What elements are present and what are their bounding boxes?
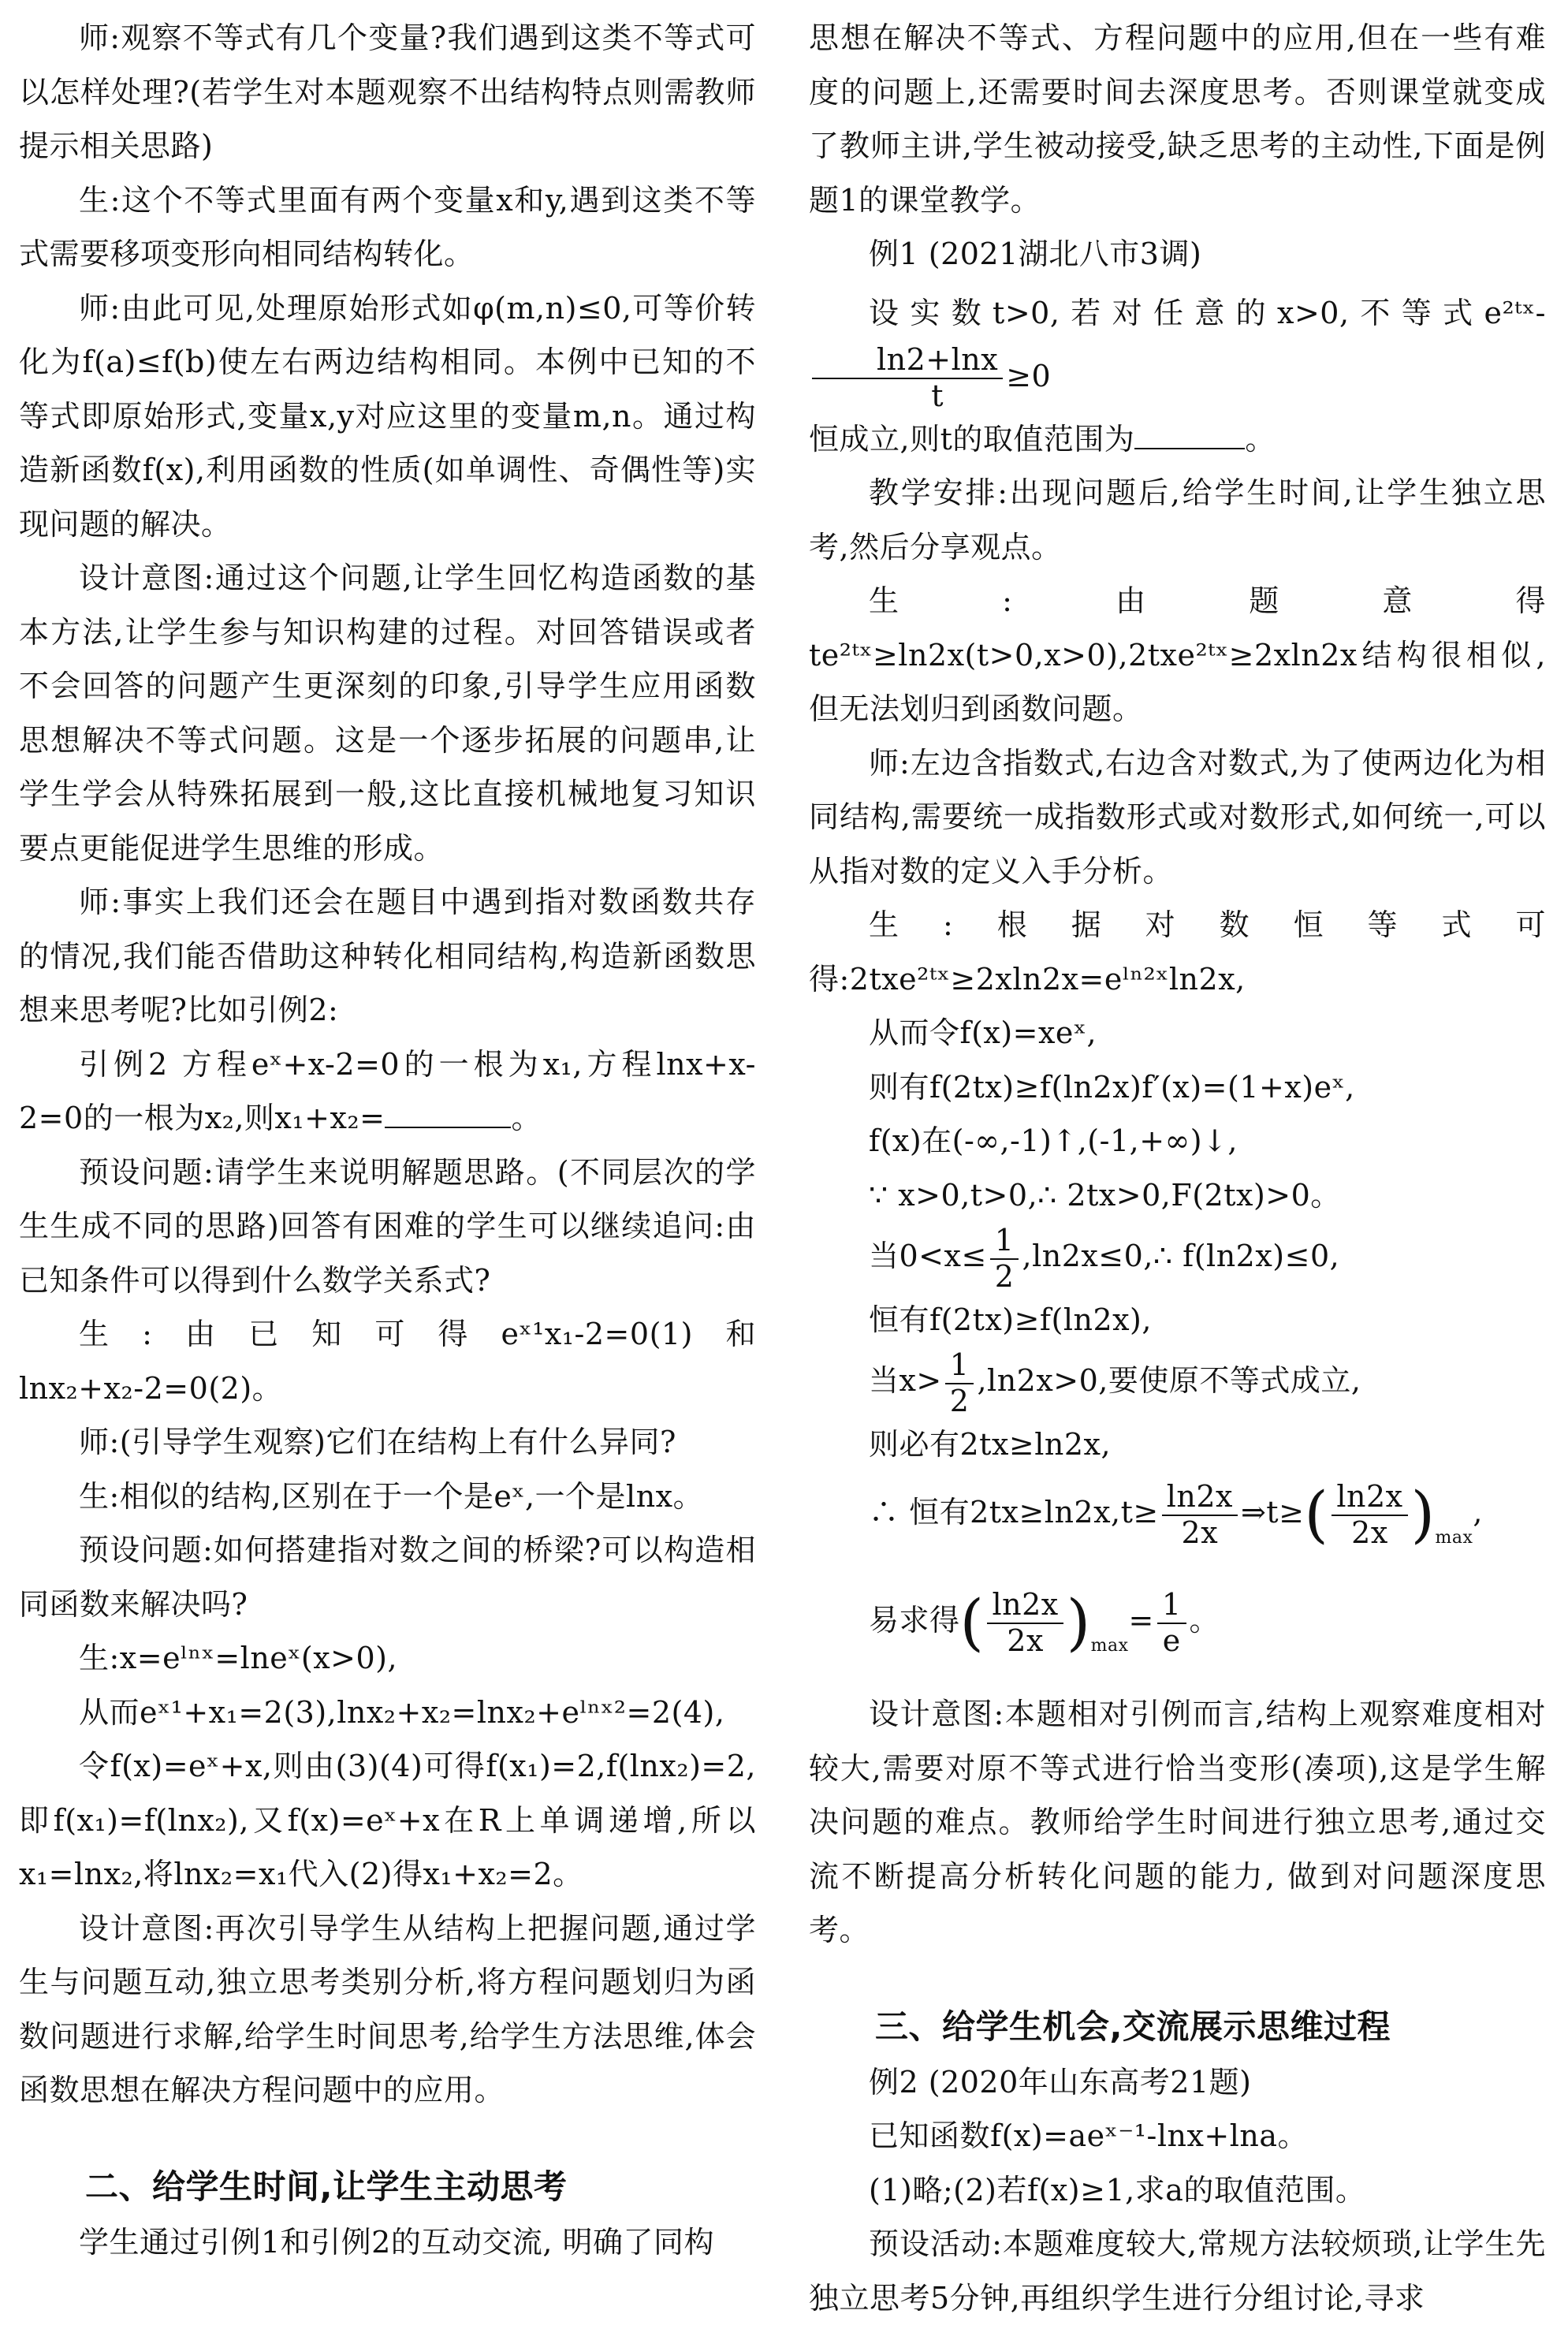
example-1-problem-cont: 恒成立,则t的取值范围为 。 bbox=[809, 412, 1546, 467]
math-text: ≥0 bbox=[1006, 358, 1052, 393]
math-line: (1)略;(2)若f(x)≥1,求a的取值范围。 bbox=[869, 2172, 1366, 2208]
right-paren: ) bbox=[1066, 1587, 1091, 1659]
paragraph: 师:由此可见,处理原始形式如φ(m,n)≤0,可等价转化为f(a)≤f(b)使左右两边结构相同。本例中已知的不等式即原始形式,变量x,y对应这里的变量m,n。通过构造新函数f(x),利用函数的性质(如单调性、奇偶性等)实现问题的解决。 bbox=[19, 290, 756, 542]
paragraph: 预设问题:请学生来说明解题思路。(不同层次的学生生成不同的思路)回答有困难的学生可以继续追问:由已知条件可以得到什么数学关系式? bbox=[19, 1154, 756, 1298]
math-line: 易求得( $\frac{\ln 2x}{2x}$ )$_{max}=$ $\frac{1}{e}$ 。 bbox=[869, 1586, 1220, 1659]
paragraph: 令f(x)=eˣ+x,则由(3)(4)可得f(x₁)=2,f(lnx₂)=2,即f(x₁)=f(lnx₂),又f(x)=eˣ+x在R上单调递增,所以x₁=lnx₂,将lnx₂=x₁代入(2)得x₁+x₂=2。 bbox=[19, 1749, 756, 1891]
math-line: 当0<x≤ $\frac{1}{2}$ ,ln2x≤0,∴ f(ln2x)≤0, bbox=[869, 1223, 1340, 1294]
example-2-text: 引例2 方程eˣ+x-2=0的一根为x₁,方程lnx+x-2=0的一根为x₂,则x₁+x₂= bbox=[19, 1046, 756, 1135]
paragraph: 预设问题:如何搭建指对数之间的桥梁?可以构造相同函数来解决吗? bbox=[19, 1533, 756, 1622]
paragraph: 设计意图:通过这个问题,让学生回忆构造函数的基本方法,让学生参与知识构建的过程。对回答错误或者不会回答的问题产生更深刻的印象,引导学生应用函数思想解决不等式问题。这是一个逐步拓展的问题串,让学生学会从特殊拓展到一般,这比直接机械地复习知识要点更能促进学生思维的形成。 bbox=[19, 561, 756, 866]
math-line: 从而令f(x)=xeˣ, bbox=[869, 1015, 1097, 1051]
paragraph: 生:这个不等式里面有两个变量x和y,遇到这类不等式需要移项变形向相同结构转化。 bbox=[19, 182, 756, 271]
fraction: $\frac{\ln 2x}{2x}$ bbox=[987, 1589, 1063, 1657]
example-2-heading: 例2 (2020年山东高考21题) bbox=[869, 2064, 1252, 2100]
paragraph: 生:x=eˡⁿˣ=lneˣ(x>0), bbox=[79, 1641, 398, 1675]
math-line: 已知函数f(x)=aeˣ⁻¹-lnx+lna。 bbox=[869, 2118, 1309, 2154]
paragraph: 生:由已知可得eˣ¹x₁-2=0(1)和lnx₂+x₂-2=0(2)。 bbox=[19, 1317, 756, 1406]
section-heading-2: 二、给学生时间,让学生主动思考 bbox=[85, 2167, 568, 2206]
left-paren: ( bbox=[1304, 1479, 1329, 1551]
math-line: 则有f(2tx)≥f(ln2x)f′(x)=(1+x)eˣ, bbox=[869, 1069, 1355, 1105]
paragraph: 生:根据对数恒等式可得:2txe²ᵗˣ≥2xln2x=eˡⁿ²ˣln2x, bbox=[809, 907, 1546, 997]
math-line: ∴ 恒有2tx≥ln2x,t≥ $\frac{\ln 2x}{2x}$ ⇒t≥( $\frac{\ln 2x}{2x}$ )$_{max}$, bbox=[869, 1478, 1484, 1551]
section-heading-3: 三、给学生机会,交流展示思维过程 bbox=[875, 2006, 1391, 2046]
paragraph: 设计意图:本题相对引例而言,结构上观察难度相对较大,需要对原不等式进行恰当变形(凑项),这是学生解决问题的难点。教师给学生时间进行独立思考,通过交流不断提高分析转化问题的能力, 做到对问题深度思考。 bbox=[809, 1697, 1546, 1948]
paragraph: 师:事实上我们还会在题目中遇到指对数函数共存的情况,我们能否借助这种转化相同结构,构造新函数思想来思考呢?比如引例2: bbox=[19, 885, 756, 1027]
left-column bbox=[19, 11, 756, 2269]
right-paren: ) bbox=[1410, 1479, 1436, 1551]
fraction: $\frac{1}{2}$ bbox=[990, 1225, 1019, 1293]
paragraph: 生:由题意得te²ᵗˣ≥ln2x(t>0,x>0),2txe²ᵗˣ≥2xln2x结构很相似,但无法划归到函数问题。 bbox=[809, 583, 1546, 727]
math-line: 当x> $\frac{1}{2}$ ,ln2x>0,要使原不等式成立, bbox=[869, 1347, 1361, 1418]
paragraph: 预设活动:本题难度较大,常规方法较烦琐,让学生先独立思考5分钟,再组织学生进行分组讨论,寻求 bbox=[809, 2226, 1546, 2316]
math-line: f(x)在(-∞,-1)↑,(-1,+∞)↓, bbox=[869, 1123, 1238, 1159]
punct: 。 bbox=[511, 1101, 542, 1135]
answer-blank bbox=[385, 1097, 511, 1128]
answer-blank bbox=[1134, 418, 1245, 449]
paragraph: 思想在解决不等式、方程问题中的应用,但在一些有难度的问题上,还需要时间去深度思考。否则课堂就变成了教师主讲,学生被动接受,缺乏思考的主动性,下面是例题1的课堂教学。 bbox=[809, 20, 1546, 218]
fraction: $\frac{\ln 2+\ln x}{t}$ bbox=[812, 345, 1003, 412]
fraction: $\frac{1}{e}$ bbox=[1157, 1589, 1186, 1657]
paragraph: 教学安排:出现问题后,给学生时间,让学生独立思考,然后分享观点。 bbox=[809, 475, 1546, 564]
math-line: ∵ x>0,t>0,∴ 2tx>0,F(2tx)>0。 bbox=[869, 1177, 1341, 1213]
fraction: $\frac{1}{2}$ bbox=[945, 1350, 974, 1418]
math-text: 设实数t>0,若对任意的x>0,不等式e²ᵗˣ- bbox=[869, 295, 1546, 330]
math-line: 则必有2tx≥ln2x, bbox=[869, 1426, 1112, 1462]
paragraph: 生:相似的结构,区别在于一个是eˣ,一个是lnx。 bbox=[79, 1478, 704, 1514]
paragraph: 师:观察不等式有几个变量?我们遇到这类不等式可以怎样处理?(若学生对本题观察不出结构特点则需教师提示相关思路) bbox=[19, 20, 756, 163]
paragraph: 学生通过引例1和引例2的互动交流, 明确了同构 bbox=[79, 2224, 715, 2260]
math-line: 恒有f(2tx)≥f(ln2x), bbox=[869, 1302, 1152, 1337]
left-paren: ( bbox=[959, 1587, 985, 1659]
paragraph: 设计意图:再次引导学生从结构上把握问题,通过学生与问题互动,独立思考类别分析,将方程问题划归为函数问题进行求解,给学生时间思考,给学生方法思维,体会函数思想在解决方程问题中的应用。 bbox=[19, 1910, 756, 2107]
paragraph: 师:左边含指数式,右边含对数式,为了使两边化为相同结构,需要统一成指数形式或对数形式,如何统一,可以从指对数的定义入手分析。 bbox=[809, 745, 1546, 889]
right-column bbox=[809, 11, 1546, 2325]
fraction: $\frac{\ln 2x}{2x}$ bbox=[1162, 1481, 1238, 1549]
example-2-intro bbox=[19, 1038, 756, 1146]
paragraph: 从而eˣ¹+x₁=2(3),lnx₂+x₂=lnx₂+eˡⁿˣ²=2(4), bbox=[79, 1694, 725, 1730]
example-1-problem bbox=[809, 281, 1546, 412]
fraction: $\frac{\ln 2x}{2x}$ bbox=[1331, 1481, 1407, 1549]
example-1-heading: 例1 (2021湖北八市3调) bbox=[869, 237, 1202, 271]
paragraph: 师:(引导学生观察)它们在结构上有什么异同? bbox=[79, 1425, 676, 1459]
